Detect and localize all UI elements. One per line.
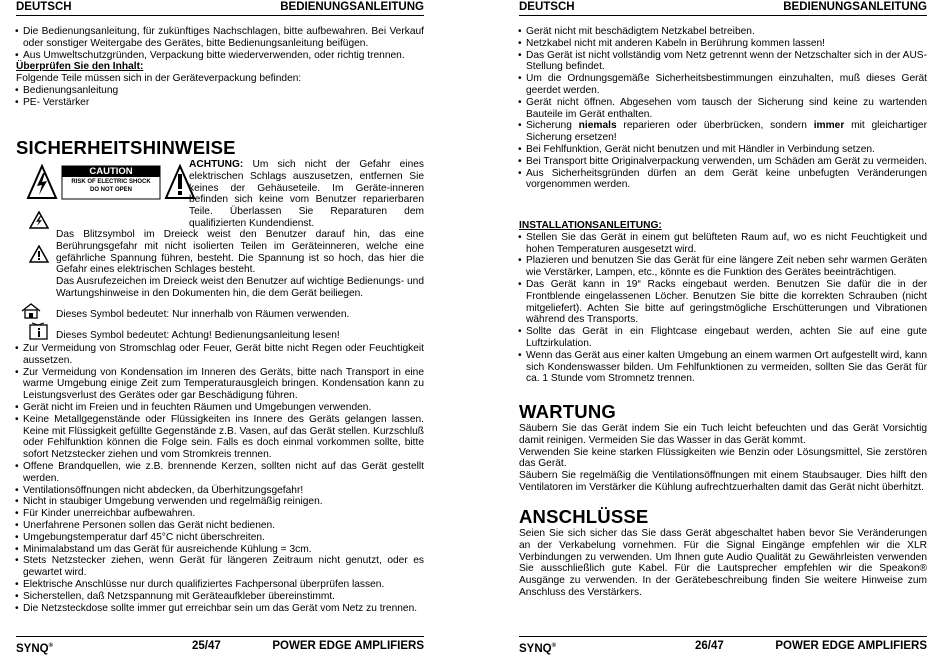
installation-section (519, 220, 927, 385)
list-item: • Die Netzsteckdose sollte immer gut erreichbar sein um das Gerät vom Netz zu trennen. (16, 603, 424, 615)
list-item: • Stellen Sie das Gerät in einem gut belüfteten Raum auf, wo es nicht Feuchtigkeit und hohen Temperaturen ausgesetzt wird. (519, 232, 927, 256)
exclamation-triangle-icon (29, 245, 49, 263)
list-item: • Gerät nicht im Freien und in feuchten Räumen und Umgebungen verwenden. (16, 402, 424, 414)
list-item: • Offene Brandquellen, wie z.B. brennende Kerzen, sollten nicht auf das Gerät gestellt werden. (16, 461, 424, 485)
left-page (16, 0, 424, 654)
list-item: • Bei Fehlfunktion, Gerät nicht benutzen und mit Händler in Verbindung setzen. (519, 144, 927, 156)
anschluesse-heading: ANSCHLÜSSE (519, 506, 649, 527)
list-item: • Sicherstellen, daß Netzspannung mit Geräteaufkleber übereinstimmt. (16, 591, 424, 603)
wartung-section (519, 423, 927, 494)
symbol-explanations (56, 229, 424, 300)
safety-heading: SICHERHEITSHINWEISE (16, 137, 236, 158)
footer-product: POWER EDGE AMPLIFIERS (775, 640, 927, 652)
list-item: • Gerät nicht mit beschädigtem Netzkabel betreiben. (519, 26, 927, 38)
caution-label-text: CAUTION (89, 166, 133, 177)
page-footer (519, 636, 927, 655)
blitz-text: Das Blitzsymbol im Dreieck weist den Benutzer darauf hin, das eine Berührungsgefahr mit nicht isolierten Teilen im Geräteinneren, welche eine gefährliche Spannung führen, besteht. Die Spannung ist so hoch, das hier die Gefahr eines elektrischen Schlages besteht. (56, 229, 424, 276)
footer-brand: SYNQ® (519, 642, 557, 655)
list-item: • Das Gerät kann in 19“ Racks eingebaut werden. Benutzen Sie dafür die in der Frontblende eingelassenen Löcher. Benutzen Sie bitte die korrekten Schrauben (nicht mitgeliefert). Achten Sie bitte auf geringstmögliche Erschütterungen und Vibrationen während des Transports. (519, 279, 927, 326)
check-list (16, 85, 424, 109)
list-item: • Gerät nicht öffnen. Abgesehen vom tausch der Sicherung sind keine zu wartenden Bauteile im Gerät enthalten. (519, 97, 927, 121)
footer-brand: SYNQ® (16, 642, 54, 655)
wartung-paragraph: Säubern Sie regelmäßig die Ventilationsöffnungen mit einem Staubsauger. Dies hilft den Ventilatoren im Verstärker die Kühlung aufrechtzuerhalten damit das Gerät nicht überhitzt. (519, 470, 927, 493)
wartung-paragraph: Säubern Sie das Gerät indem Sie ein Tuch leicht befeuchten und das Gerät Vorsichtig damit reinigen. Vermeiden Sie das Wasser in das Gerät kommt. (519, 423, 927, 446)
list-item: • Wenn das Gerät aus einer kalten Umgebung an einem warmen Ort aufgestellt wird, kann sich Kondenswasser bilden. Um Fehlfunktionen zu vermeiden, sollten Sie das Gerät für ca. 1 Stunde vom Stromnetz trennen. (519, 350, 927, 385)
list-item: • Stets Netzstecker ziehen, wenn Gerät für längeren Zeitraum nicht genutzt, oder es gewartet wird. (16, 555, 424, 579)
intro-section (16, 26, 424, 109)
list-item: • Plazieren und benutzen Sie das Gerät für eine längere Zeit neben sehr warmen Geräten wie Verstärker, Lampen, etc., könnte es die Funktion des Gerätes beeinträchtigen. (519, 255, 927, 279)
wartung-paragraph: Verwenden Sie keine starken Flüssigkeiten wie Benzin oder Lösungsmittel, Sie zerstören das Gerät. (519, 446, 927, 470)
list-item: • Keine Metallgegenstände oder Flüssigkeiten ins Innere des Geräts gelangen lassen. Keine mit Flüssigkeit gefüllte Gegenstände z.B. Vasen, auf das Gerät stellen. Kurzschluß oder Fehlfunktion können die Folge sein. Falls es doch einmal vorkommen sollte, bitte sofort Netzstecker ziehen und vom Stromkreis trennen. (16, 414, 424, 461)
list-item: • Bedienungsanleitung (16, 85, 424, 97)
list-item: • Sicherung niemals reparieren oder überbrücken, sondern immer mit gleichartiger Sicherung ersetzen! (519, 120, 927, 144)
footer-page-number: 25/47 (192, 640, 221, 652)
caution-line-2: DO NOT OPEN (89, 187, 132, 193)
list-item: • Elektrische Anschlüsse nur durch qualifiziertes Fachpersonal überprüfen lassen. (16, 579, 424, 591)
safety-list-continued (519, 26, 927, 191)
indoor-house-icon (21, 303, 41, 319)
installation-title: INSTALLATIONSANLEITUNG: (519, 220, 662, 231)
list-item: • Minimalabstand um das Gerät für ausreichende Kühlung = 3cm. (16, 544, 424, 556)
footer-product: POWER EDGE AMPLIFIERS (272, 640, 424, 652)
list-item: • Das Gerät ist nicht vollständig vom Netz getrennt wenn der Netzschalter sich in der AUS-Stellung befindet. (519, 50, 927, 74)
list-item: • Die Bedienungsanleitung, für zukünftiges Nachschlagen, bitte aufbewahren. Bei Verkauf oder sonstiger Weitergabe des Gerätes, bitte Bedienungsanleitung beifügen. (16, 26, 424, 50)
lightning-triangle-icon (29, 211, 49, 229)
info-manual-icon (29, 322, 49, 340)
symbol-info-text: Dieses Symbol bedeutet: Achtung! Bedienungsanleitung lesen! (56, 330, 340, 341)
page-header (16, 0, 424, 16)
page-header (519, 0, 927, 16)
header-title: BEDIENUNGSANLEITUNG (783, 1, 927, 13)
safety-list-section (16, 343, 424, 614)
intro-list (16, 26, 424, 61)
header-language: DEUTSCH (519, 1, 575, 13)
achtung-text: Um sich nicht der Gefahr eines elektrischen Schlags auszusetzen, entfernen Sie keines der Gehäuseteile. Im Geräte-inneren befinden sich keine vom Benutzer reparierbaren Teile. Überlassen Sie Reparaturen dem qualifizierten Kundendienst. (189, 159, 424, 229)
list-item: • Unerfahrene Personen sollen das Gerät nicht bedienen. (16, 520, 424, 532)
page-footer (16, 636, 424, 655)
list-item: • Bei Transport bitte Originalverpackung verwenden, um Schäden am Gerät zu vermeiden. (519, 156, 927, 168)
list-item: • Aus Sicherheitsgründen dürfen an dem Gerät keine unbefugten Veränderungen vorgenommen werden. (519, 168, 927, 192)
list-item: • Für Kinder unerreichbar aufbewahren. (16, 508, 424, 520)
check-text: Folgende Teile müssen sich in der Geräteverpackung befinden: (16, 73, 302, 85)
header-language: DEUTSCH (16, 1, 72, 13)
list-item: • Zur Vermeidung von Stromschlag oder Feuer, Gerät bitte nicht Regen oder Feuchtigkeit aussetzen. (16, 343, 424, 367)
installation-list (519, 232, 927, 385)
caution-line-1: RISK OF ELECTRIC SHOCK (71, 179, 151, 185)
list-item: • Ventilationsöffnungen nicht abdecken, da Überhitzungsgefahr! (16, 485, 424, 497)
wartung-heading: WARTUNG (519, 401, 616, 422)
list-item: • Zur Vermeidung von Kondensation im Inneren des Geräts, bitte nach Transport in eine warme Umgebung einige Zeit zum Temperaturausgleich bringen. Kondensation kann zu Leistungsverlust des Gerätes oder gar Beschädigung führen. (16, 367, 424, 402)
achtung-label: ACHTUNG: (189, 159, 244, 170)
list-item: • Umgebungstemperatur darf 45°C nicht überschreiten. (16, 532, 424, 544)
header-title: BEDIENUNGSANLEITUNG (280, 1, 424, 13)
anschluesse-text: Seien Sie sich sicher das Sie dass Gerät abgeschaltet haben bevor Sie Veränderungen an der Verkabelung vornehmen. Für die Signal Eingänge empfehlen wir die XLR Verbindungen zu verwenden. Um Ihnen gute Audio Qualität zu Gewährleisten verwenden Sie ausschließlich gute Kabel. Für die Lautsprecher empfehlen wir die Speakon® Ausgänge zu verwenden. In der Gerätebeschreibung finden Sie weitere Hinweise zum Anschluss des Verstärkers. (519, 528, 927, 598)
list-item: • Um die Ordnungsgemäße Sicherheitsbestimmungen einzuhalten, muß dieses Gerät geerdet werden. (519, 73, 927, 97)
safety-continued-section (519, 26, 927, 191)
check-title: Überprüfen Sie den Inhalt: (16, 61, 144, 73)
right-page (519, 0, 927, 654)
list-item: • Aus Umweltschutzgründen, Verpackung bitte wiederverwenden, oder richtig trennen. (16, 50, 424, 62)
list-item: • Nicht in staubiger Umgebung verwenden und regelmäßig reinigen. (16, 496, 424, 508)
safety-list (16, 343, 424, 614)
symbol-house-text: Dieses Symbol bedeutet: Nur innerhalb von Räumen verwenden. (56, 309, 350, 320)
footer-page-number: 26/47 (695, 640, 724, 652)
achtung-paragraph (189, 159, 424, 230)
list-item: • Sollte das Gerät in ein Flightcase eingebaut werden, achten Sie auf eine gute Luftzirkulation. (519, 326, 927, 350)
ausruf-text: Das Ausrufezeichen im Dreieck weist den Benutzer auf wichtige Bedienungs- und Wartungshinweise in den Dokumenten hin, die dem Gerät beiliegen. (56, 276, 424, 299)
list-item: • PE- Verstärker (16, 97, 424, 109)
list-item: • Netzkabel nicht mit anderen Kabeln in Berührung kommen lassen! (519, 38, 927, 50)
